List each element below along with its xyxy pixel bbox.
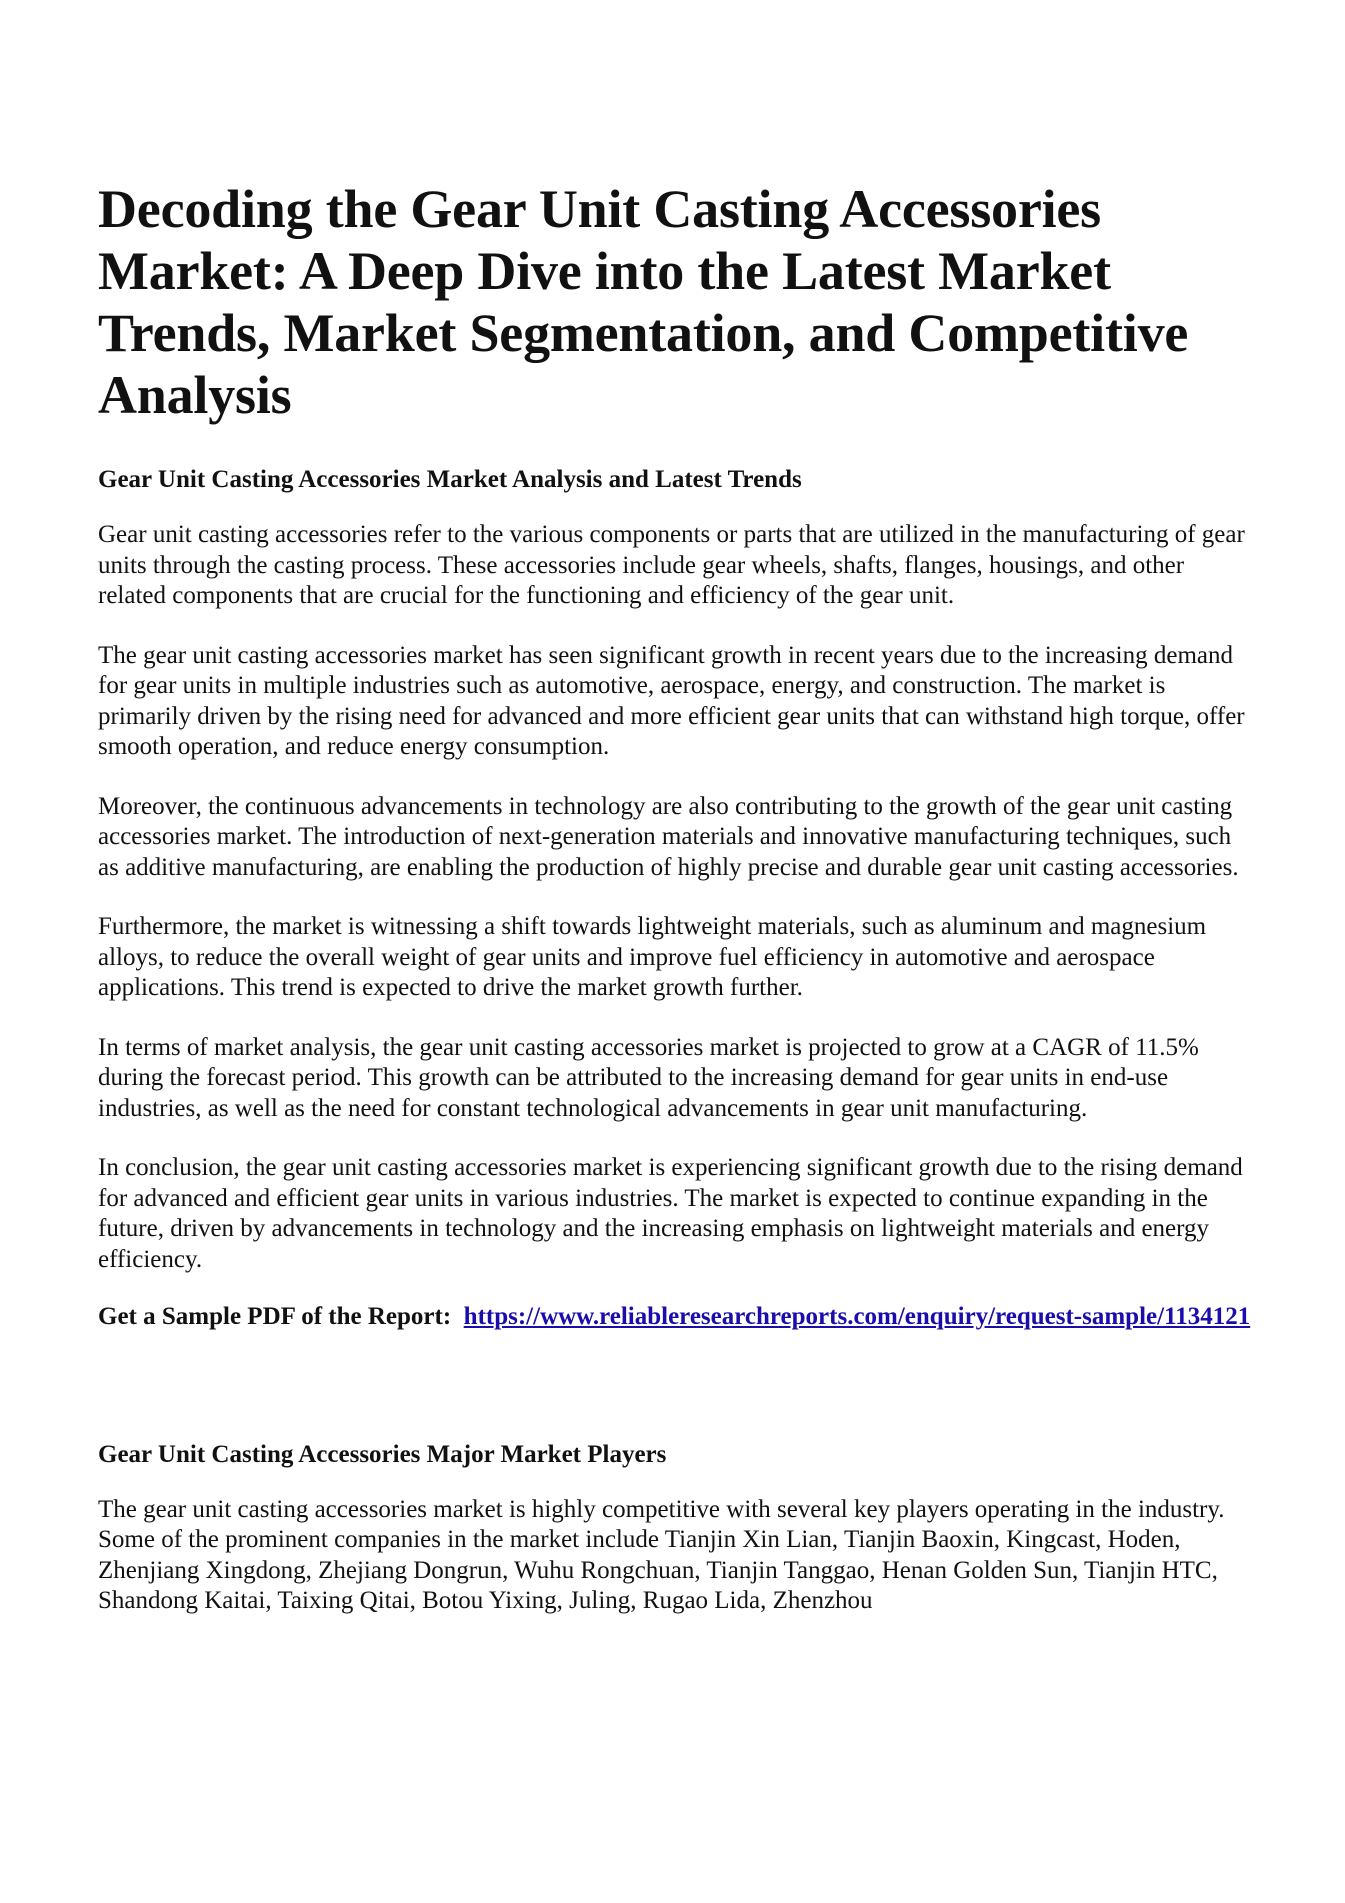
section-heading-analysis: Gear Unit Casting Accessories Market Analysis and Latest Trends: [98, 466, 802, 493]
paragraph: Furthermore, the market is witnessing a shift towards lightweight materials, such as aluminum and magnesium alloys, to reduce the overall weight of gear units and improve fuel efficiency in automotive and aerospace applications. This trend is expected to drive the market growth further.: [98, 913, 1207, 1001]
paragraph: Moreover, the continuous advancements in technology are also contributing to the growth of the gear unit casting accessories market. The introduction of next-generation materials and innovative manufacturing techniques, such as additive manufacturing, are enabling the production of highly precise and durable gear unit casting accessories.: [98, 792, 1239, 881]
sample-pdf-line: [98, 1302, 1258, 1333]
sample-pdf-label: Get a Sample PDF of the Report:: [98, 1303, 452, 1330]
sample-pdf-link[interactable]: https://www.reliableresearchreports.com/enquiry/request-sample/1134121: [463, 1303, 1251, 1330]
document-page: [98, 178, 1258, 1617]
paragraph: In conclusion, the gear unit casting accessories market is experiencing significant growth due to the rising demand for advanced and efficient gear units in various industries. The market is expected to continue expanding in the future, driven by advancements in technology and the increasing emphasis on lightweight materials and energy efficiency.: [98, 1154, 1243, 1273]
section-heading-players: Gear Unit Casting Accessories Major Market Players: [98, 1440, 667, 1468]
document-title: Decoding the Gear Unit Casting Accessories Market: A Deep Dive into the Latest Market Trends, Market Segmentation, and Competitive Analysis: [98, 179, 1189, 425]
paragraph: The gear unit casting accessories market has seen significant growth in recent years due to the increasing demand for gear units in multiple industries such as automotive, aerospace, energy, and construction. The market is primarily driven by the rising need for advanced and more efficient gear units that can withstand high torque, offer smooth operation, and reduce energy consumption.: [98, 641, 1245, 760]
paragraph: The gear unit casting accessories market is highly competitive with several key players operating in the industry. Some of the prominent companies in the market include Tianjin Xin Lian, Tianjin Baoxin, Kingcast, Hoden, Zhenjiang Xingdong, Zhejiang Dongrun, Wuhu Rongchuan, Tianjin Tanggao, Henan Golden Sun, Tianjin HTC, Shandong Kaitai, Taixing Qitai, Botou Yixing, Juling, Rugao Lida, Zhenzhou: [98, 1495, 1225, 1614]
paragraph: Gear unit casting accessories refer to the various components or parts that are utilized in the manufacturing of gear units through the casting process. These accessories include gear wheels, shafts, flanges, housings, and other related components that are crucial for the functioning and efficiency of the gear unit.: [98, 521, 1245, 609]
paragraph: In terms of market analysis, the gear unit casting accessories market is projected to grow at a CAGR of 11.5% during the forecast period. This growth can be attributed to the increasing demand for gear units in end-use industries, as well as the need for constant technological advancements in gear unit manufacturing.: [98, 1033, 1199, 1122]
